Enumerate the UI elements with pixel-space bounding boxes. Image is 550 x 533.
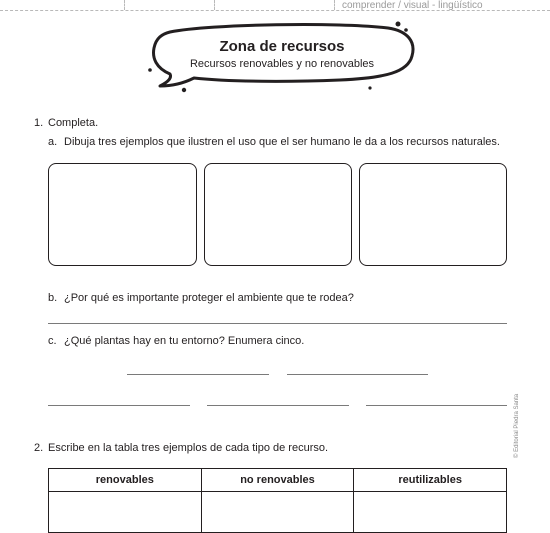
header-separator: [124, 0, 125, 10]
header-separator: [214, 0, 215, 10]
question-2-number: 2.: [34, 442, 44, 454]
answer-line-plant-3[interactable]: [48, 405, 190, 406]
question-1a-letter: a.: [48, 136, 58, 148]
answer-line-plant-1[interactable]: [127, 374, 269, 375]
answer-line-plant-4[interactable]: [207, 405, 349, 406]
question-1-text: Completa.: [48, 117, 99, 129]
publisher-credit: © Editorial Piedra Santa: [514, 393, 520, 458]
drawing-box-2[interactable]: [204, 163, 352, 266]
resource-table: [48, 468, 507, 533]
banner-subtitle: Recursos renovables y no renovables: [189, 58, 375, 70]
table-header-reutilizables: reutilizables: [354, 469, 507, 492]
drawing-box-3[interactable]: [359, 163, 507, 266]
table-header-no-renovables: no renovables: [201, 469, 354, 492]
question-1b-letter: b.: [48, 292, 58, 304]
table-cell-renovables[interactable]: [49, 492, 202, 533]
question-1c-text: ¿Qué plantas hay en tu entorno? Enumera cinco.: [64, 335, 305, 347]
question-2-text: Escribe en la tabla tres ejemplos de cada tipo de recurso.: [48, 442, 329, 454]
table-header-renovables: renovables: [49, 469, 202, 492]
table-cell-reutilizables[interactable]: [354, 492, 507, 533]
table-cell-no-renovables[interactable]: [201, 492, 354, 533]
question-1a-text: Dibuja tres ejemplos que ilustren el uso que el ser humano le da a los recursos naturales.: [64, 136, 500, 148]
answer-line-plant-2[interactable]: [287, 374, 428, 375]
table-row: [49, 492, 507, 533]
drawing-box-1[interactable]: [48, 163, 197, 266]
banner-title: Zona de recursos: [219, 38, 345, 55]
answer-line-plant-5[interactable]: [366, 405, 507, 406]
skill-tags: comprender / visual - lingüístico: [342, 0, 483, 11]
question-1c-letter: c.: [48, 335, 57, 347]
question-1b-text: ¿Por qué es importante proteger el ambiente que te rodea?: [64, 292, 354, 304]
question-1-number: 1.: [34, 117, 44, 129]
header-separator: [334, 0, 335, 10]
answer-line-1b[interactable]: [48, 323, 507, 324]
